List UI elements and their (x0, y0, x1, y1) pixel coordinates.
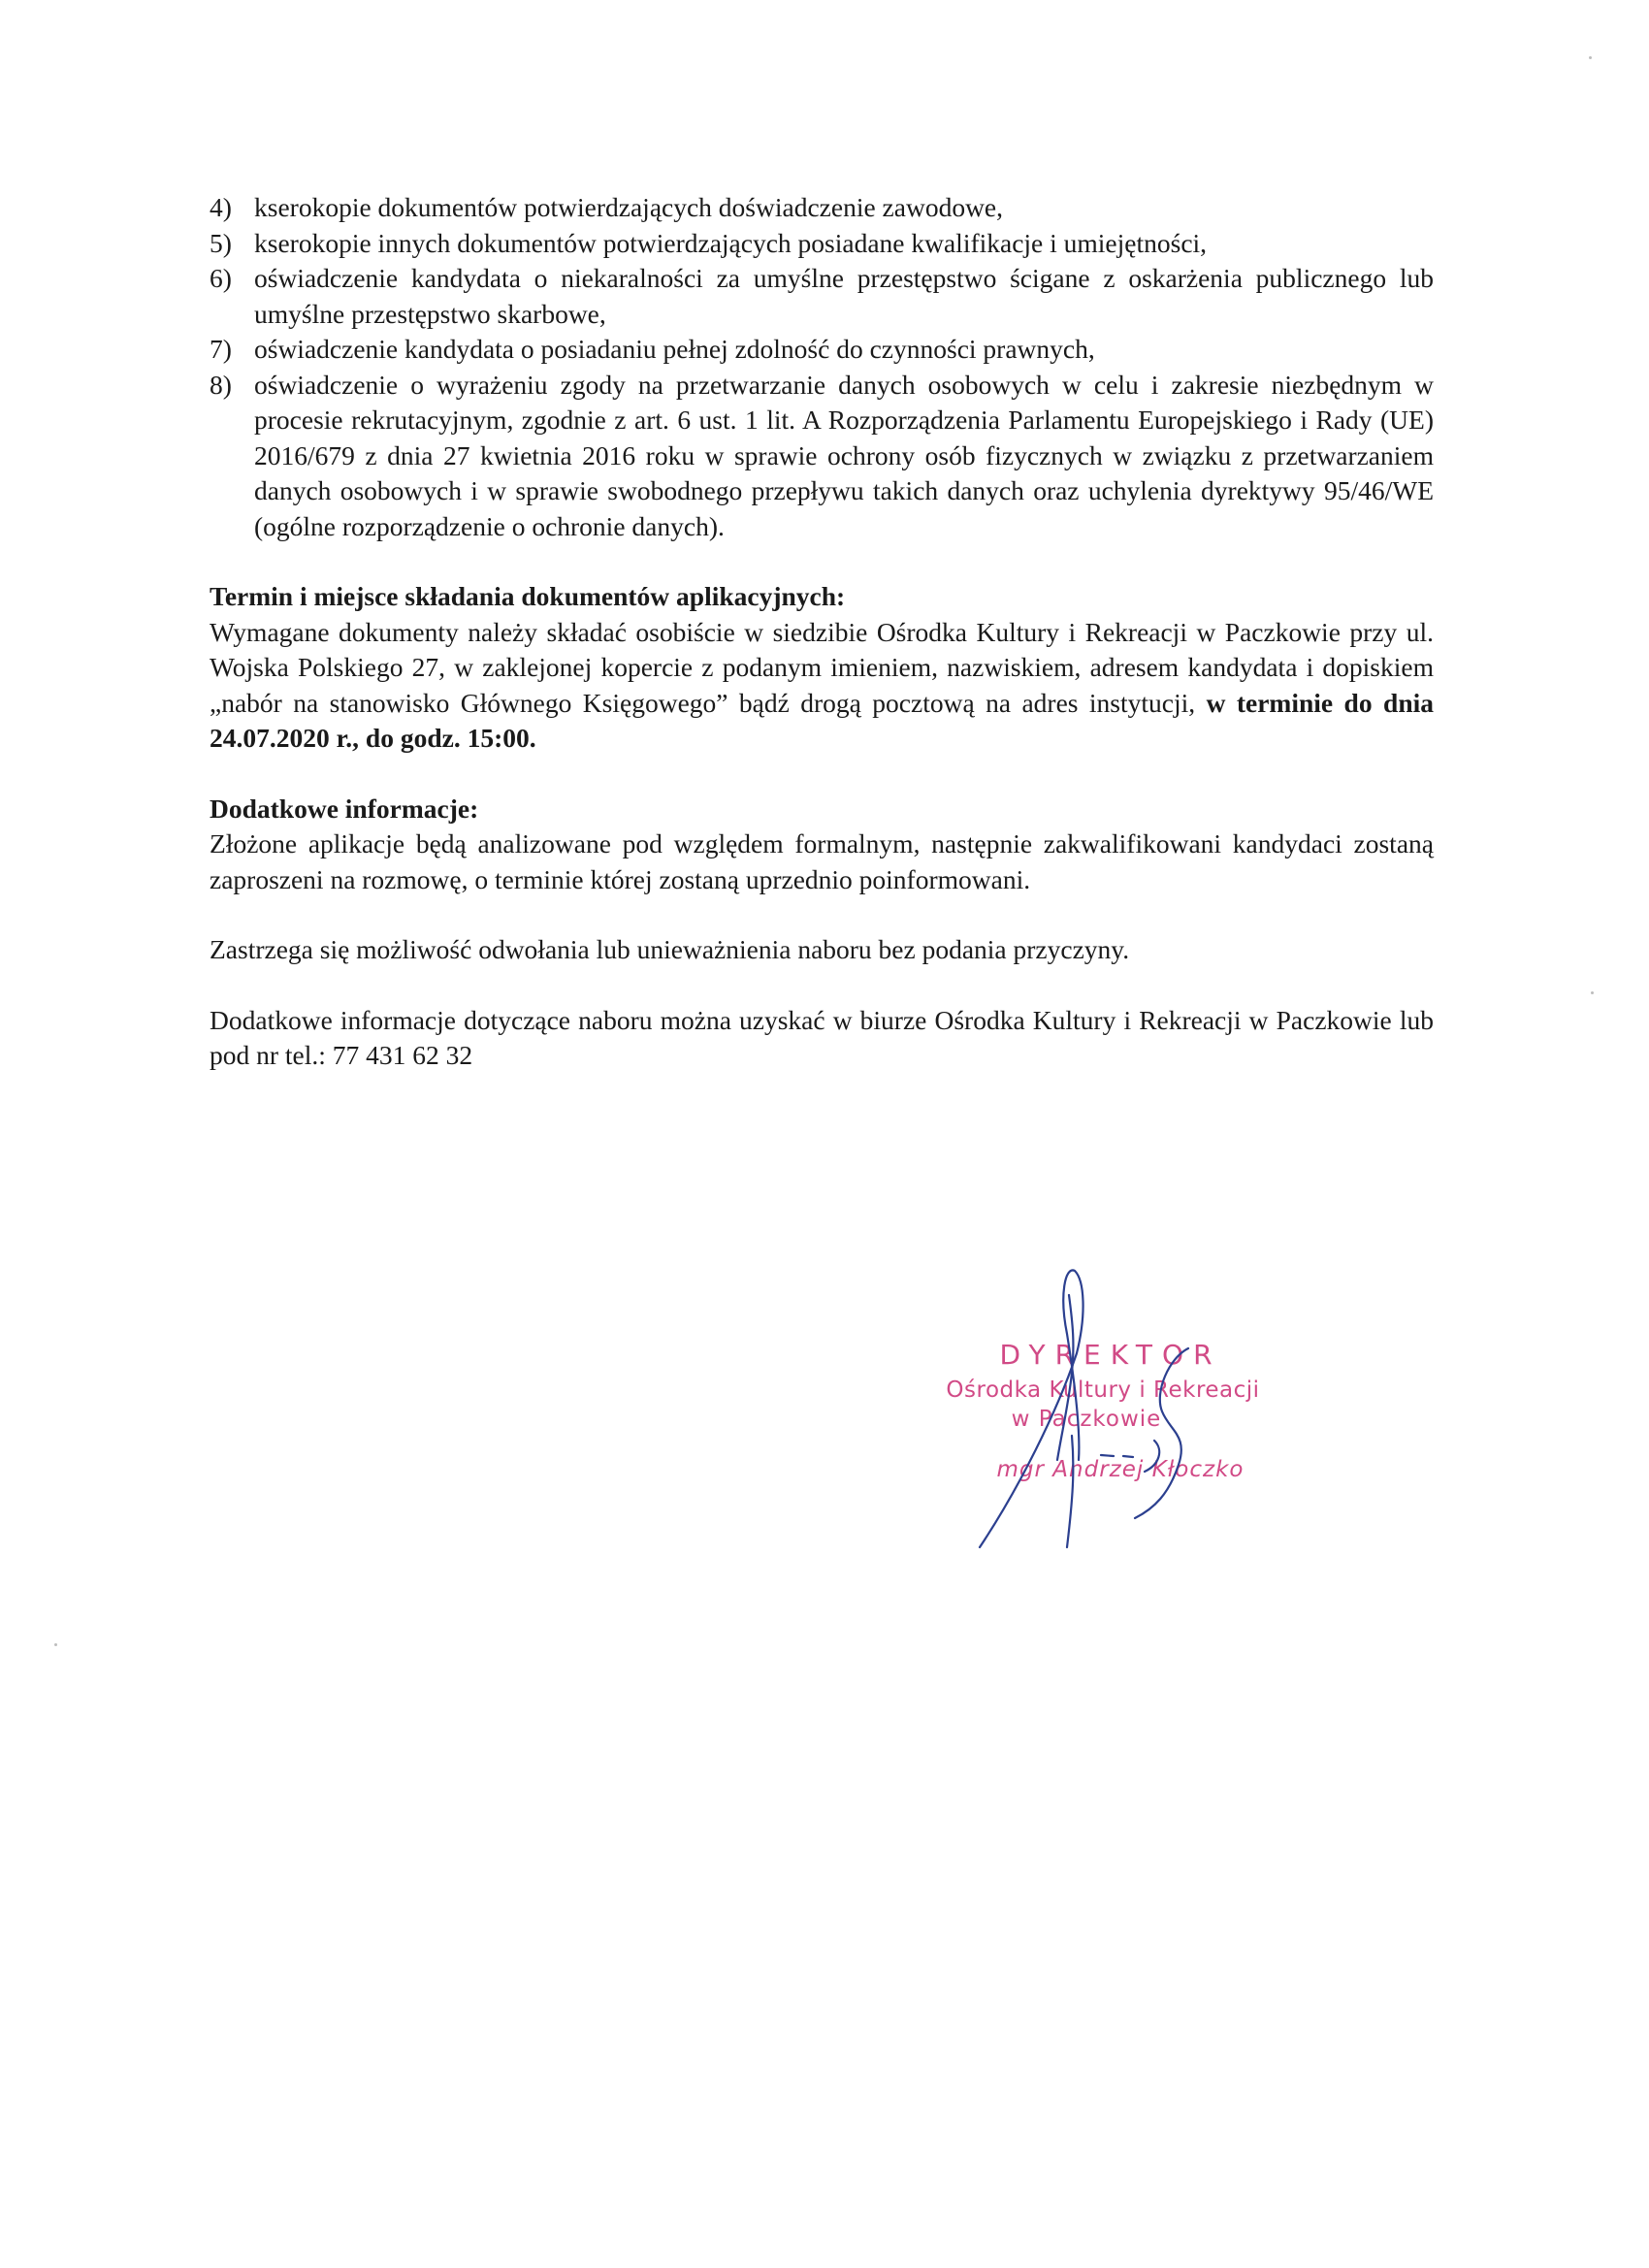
submission-text: Wymagane dokumenty należy składać osobiście w siedzibie Ośrodka Kultury i Rekreacji w Paczkowie przy ul. Wojska Polskiego 27, w zaklejonej kopercie z podanym imieniem, nazwiskiem, adresem kandydata i dopiskiem „nabór na stanowisko Głównego Księgowego” bądź drogą pocztową na adres instytucji, (210, 616, 1434, 718)
list-item (210, 190, 1434, 226)
stamp-title: DYREKTOR (999, 1339, 1222, 1371)
document-body (210, 190, 1434, 1074)
additional-info-paragraph-1: Złożone aplikacje będą analizowane pod względem formalnym, następnie zakwalifikowani kandydaci zostaną zaproszeni na rozmowę, o terminie której zostaną uprzednio poinformowani. (210, 828, 1434, 894)
signature-drawing (960, 1266, 1329, 1557)
additional-info-paragraph-2: Zastrzega się możliwość odwołania lub unieważnienia naboru bez podania przyczyny. (210, 934, 1130, 964)
submission-section (210, 579, 1434, 757)
list-item-number: 6) (210, 263, 232, 293)
additional-info-paragraph-3: Dodatkowe informacje dotyczące naboru można uzyskać w biurze Ośrodka Kultury i Rekreacji w Paczkowie lub pod nr tel.: 77 431 62 32 (210, 1004, 1434, 1070)
list-item (210, 332, 1434, 368)
stamp-institution: Ośrodka Kultury i Rekreacji (946, 1377, 1260, 1403)
list-item-number: 8) (210, 369, 232, 400)
list-item-text: oświadczenie kandydata o posiadaniu pełnej zdolność do czynności prawnych, (254, 334, 1095, 364)
list-item-number: 7) (210, 334, 232, 364)
list-item-number: 4) (210, 192, 232, 222)
submission-paragraph (210, 615, 1434, 757)
list-item (210, 261, 1434, 332)
handwritten-signature (960, 1266, 1329, 1557)
scan-speck (1591, 991, 1594, 994)
additional-info-heading: Dodatkowe informacje: (210, 793, 479, 824)
list-item-number: 5) (210, 227, 232, 258)
stamp-director-name: mgr Andrzej Kłoczko (996, 1457, 1245, 1482)
list-item-text: oświadczenie o wyrażeniu zgody na przetwarzanie danych osobowych w celu i zakresie niezbędnym w procesie rekrutacyjnym, zgodnie z art. 6 ust. 1 lit. A Rozporządzenia Parlamentu Europejskiego i Rady (UE) 2016/679 z dnia 27 kwietnia 2016 roku w sprawie ochrony osób fizycznych w związku z przetwarzaniem danych osobowych i w sprawie swobodnego przepływu takich danych oraz uchylenia dyrektywy 95/46/WE (ogólne rozporządzenie o ochronie danych). (254, 369, 1434, 541)
list-item-text: kserokopie dokumentów potwierdzających doświadczenie zawodowe, (254, 192, 1004, 222)
scan-speck (54, 1643, 57, 1646)
additional-info-section (210, 792, 1434, 1074)
list-item-text: oświadczenie kandydata o niekaralności za umyślne przestępstwo ścigane z oskarżenia publicznego lub umyślne przestępstwo skarbowe, (254, 263, 1434, 329)
submission-deadline: w terminie do dnia 24.07.2020 r., do godz. 15:00. (210, 687, 1435, 753)
stamp-location: w Paczkowie (1011, 1407, 1162, 1432)
submission-heading: Termin i miejsce składania dokumentów aplikacyjnych: (210, 581, 846, 611)
list-item-text: kserokopie innych dokumentów potwierdzających posiadane kwalifikacje i umiejętności, (254, 227, 1208, 258)
requirements-list (210, 190, 1434, 544)
list-item (210, 368, 1434, 545)
scan-speck (1589, 56, 1592, 59)
list-item (210, 226, 1434, 262)
